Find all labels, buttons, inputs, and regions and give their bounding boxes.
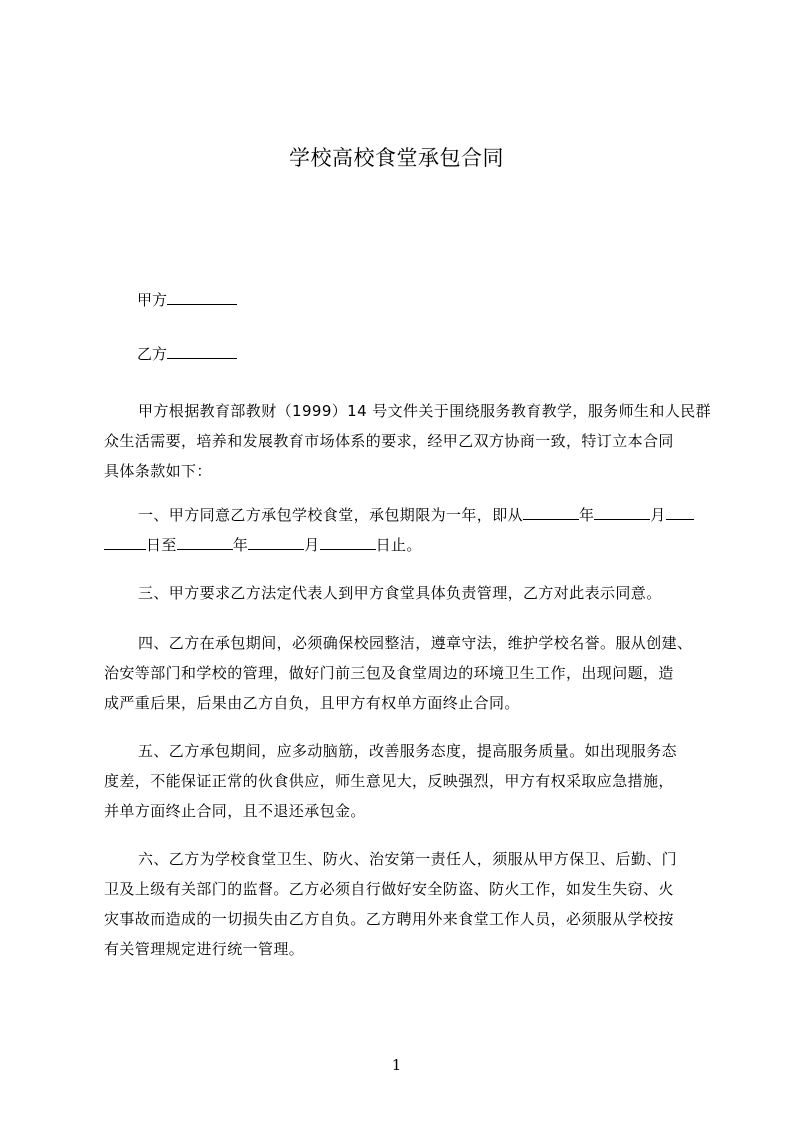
clause-1-line-1 (104, 500, 704, 530)
clause-1-line-2 (104, 530, 704, 560)
end-day-blank (320, 535, 376, 550)
clause-6-paragraph (104, 844, 704, 964)
clause-1-text: 日至 (146, 536, 177, 554)
paragraph-line: 成严重后果，后果由乙方自负，且甲方有权单方面终止合同。 (104, 694, 520, 712)
document-title: 学校高校食堂承包合同 (289, 146, 504, 170)
paragraph-line: 有关管理规定进行统一管理。 (104, 940, 305, 958)
end-month-blank (248, 535, 304, 550)
clause-1-text: 年 (579, 506, 595, 524)
clause-3-paragraph (104, 578, 704, 608)
clause-1-text: 一、甲方同意乙方承包学校食堂，承包期限为一年，即从 (138, 506, 524, 524)
party-b-line (137, 344, 237, 364)
start-month-blank (594, 505, 650, 520)
page-number: 1 (391, 1056, 402, 1074)
paragraph-line: 五、乙方承包期间，应多动脑筋，改善服务态度，提高服务质量。如出现服务态 (138, 742, 678, 760)
start-day-blank (666, 505, 694, 520)
start-day-blank-cont (104, 535, 146, 550)
start-year-blank (523, 505, 579, 520)
party-a-line (137, 290, 237, 310)
clause-1-text: 月 (650, 506, 666, 524)
end-year-blank (177, 535, 233, 550)
clause-1-text: 日止。 (375, 536, 422, 554)
paragraph-line: 度差，不能保证正常的伙食供应，师生意见大，反映强烈，甲方有权采取应急措施， (104, 772, 674, 790)
party-b-blank (167, 344, 237, 359)
paragraph-line: 甲方根据教育部教财（1999）14 号文件关于围绕服务教育教学，服务师生和人民群 (138, 402, 712, 420)
paragraph-line: 六、乙方为学校食堂卫生、防火、治安第一责任人，须服从甲方保卫、后勤、门 (138, 850, 678, 868)
party-b-label: 乙方 (137, 345, 168, 363)
paragraph-line: 灾事故而造成的一切损失由乙方自负。乙方聘用外来食堂工作人员，必须服从学校按 (104, 910, 674, 928)
paragraph-line: 卫及上级有关部门的监督。乙方必须自行做好安全防盗、防火工作，如发生失窃、火 (104, 880, 674, 898)
paragraph-line: 具体条款如下： (104, 462, 212, 480)
clause-1-paragraph (104, 500, 704, 560)
paragraph-line: 三、甲方要求乙方法定代表人到甲方食堂具体负责管理，乙方对此表示同意。 (138, 584, 662, 602)
clause-1-text: 年 (232, 536, 249, 554)
paragraph-line: 四、乙方在承包期间，必须确保校园整洁，遵章守法，维护学校名誉。服从创建、 (138, 634, 693, 652)
party-a-blank (167, 290, 237, 305)
clause-4-paragraph (104, 628, 704, 718)
paragraph-line: 众生活需要，培养和发展教育市场体系的要求，经甲乙双方协商一致，特订立本合同 (104, 432, 674, 450)
party-a-label: 甲方 (137, 291, 168, 309)
intro-paragraph (104, 396, 712, 486)
clause-1-text: 月 (304, 536, 320, 554)
paragraph-line: 并单方面终止合同，且不退还承包金。 (104, 802, 366, 820)
paragraph-line: 治安等部门和学校的管理，做好门前三包及食堂周边的环境卫生工作，出现问题，造 (104, 664, 674, 682)
clause-5-paragraph (104, 736, 704, 826)
